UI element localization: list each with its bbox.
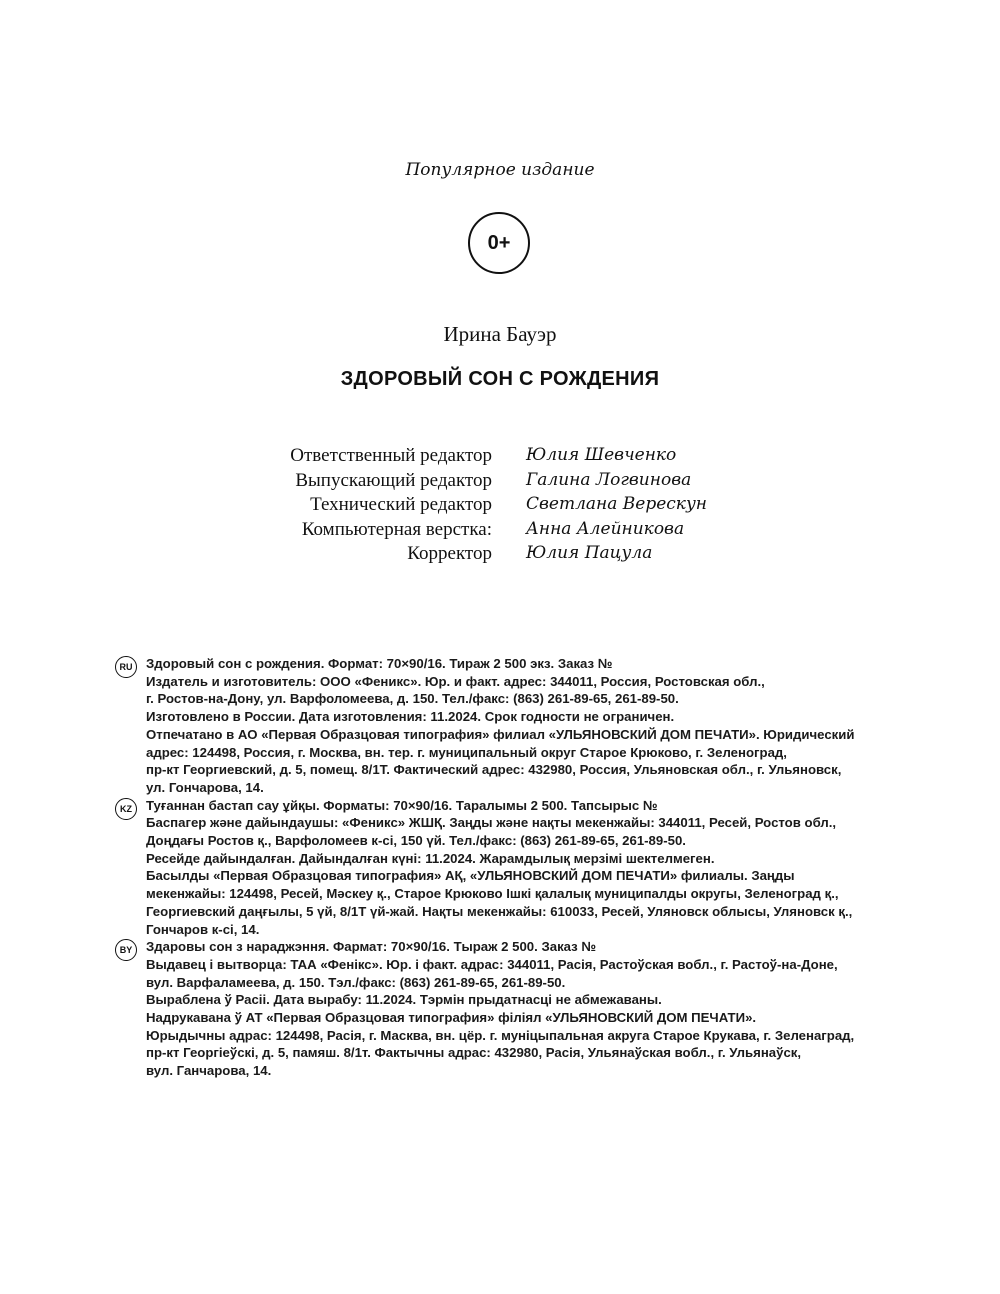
credit-role: Ответственный редактор [290, 445, 492, 466]
credit-name: Юлия Пацула [526, 543, 653, 563]
imprint-line: Издатель и изготовитель: ООО «Феникс». Юр. и факт. адрес: 344011, Россия, Ростовская обл., [146, 673, 765, 689]
imprint-line: Выраблена ў Расіі. Дата вырабу: 11.2024. Тэрмін прыдатнасці не абмежаваны. [146, 992, 662, 1008]
imprint-line: Басылды «Первая Образцовая типография» АҚ, «УЛЬЯНОВСКИЙ ДОМ ПЕЧАТИ» филиалы. Заңды [146, 868, 795, 884]
imprint-line: вул. Варфаламеева, д. 150. Тэл./факс: (863) 261-89-65, 261-89-50. [146, 974, 566, 990]
imprint-line: Изготовлено в России. Дата изготовления: 11.2024. Срок годности не ограничен. [146, 709, 675, 725]
credit-row [0, 519, 1000, 544]
age-rating-badge: 0+ [468, 212, 530, 274]
language-badge-kz: KZ [115, 798, 137, 820]
imprint-line: ул. Гончарова, 14. [146, 779, 264, 795]
credit-name: Галина Логвинова [526, 469, 692, 490]
imprint-line: Отпечатано в АО «Первая Образцовая типография» филиал «УЛЬЯНОВСКИЙ ДОМ ПЕЧАТИ». Юридический [146, 726, 855, 742]
imprint-line: Здоровый сон с рождения. Формат: 70×90/16. Тираж 2 500 экз. Заказ № [146, 656, 613, 671]
credit-row [0, 494, 1000, 519]
imprint-line: пр-кт Георгиевский, д. 5, помещ. 8/1Т. Фактический адрес: 432980, Россия, Ульяновская обл., г. Ульяновск, [146, 762, 842, 778]
imprint-kz [115, 797, 915, 939]
imprint-line: Гончаров к-сі, 14. [146, 921, 260, 937]
imprint-line: пр-кт Георгіеўскі, д. 5, памяш. 8/1т. Фактычны адрас: 432980, Расія, Ульянаўская вобл., г. Ульянаўск, [146, 1045, 802, 1061]
imprint-line: Баспагер және дайындаушы: «Феникс» ЖШҚ. Заңды және нақты мекенжайы: 344011, Ресей, Ростов обл., [146, 815, 837, 831]
imprint-by [115, 938, 915, 1080]
imprint-line: Юрыдычны адрас: 124498, Расія, г. Масква, вн. цёр. г. муніцыпальная акруга Старое Крукава, г. Зеленаград, [146, 1027, 855, 1043]
imprint-line: Туғаннан бастап сау ұйқы. Форматы: 70×90/16. Таралымы 2 500. Тапсырыс № [146, 797, 658, 813]
language-badge-ru: RU [115, 656, 137, 678]
imprint-line: вул. Ганчарова, 14. [146, 1063, 272, 1079]
book-title: ЗДОРОВЫЙ СОН С РОЖДЕНИЯ [340, 368, 660, 390]
credit-name: Светлана Верескун [526, 494, 708, 514]
imprint-line: Доңдағы Ростов қ., Варфоломеев к-сі, 150 үй. Тел./факс: (863) 261-89-65, 261-89-50. [146, 833, 686, 849]
imprint-line: Георгиевский даңғылы, 5 үй, 8/1Т үй-жай. Нақты мекенжайы: 610033, Ресей, Уляновск облысы, Уляновск қ., [146, 903, 853, 919]
language-badge-by: BY [115, 939, 137, 961]
credits-list [0, 445, 1000, 568]
imprint-blocks [115, 655, 915, 1080]
credit-row [0, 470, 1000, 495]
credit-row [0, 445, 1000, 470]
credit-role: Компьютерная верстка: [301, 518, 492, 540]
imprint-line: Выдавец і вытворца: ТАА «Фенікс». Юр. і факт. адрас: 344011, Расія, Растоўская вобл., г. Растоў-на-Доне, [146, 956, 838, 972]
credit-name: Юлия Шевченко [526, 445, 677, 465]
credit-role: Корректор [407, 543, 492, 564]
author-name: Ирина Бауэр [443, 322, 557, 346]
imprint-line: Ресейде дайындалған. Дайындалған күні: 11.2024. Жарамдылық мерзімі шектелмеген. [146, 850, 715, 866]
credit-role: Технический редактор [310, 494, 492, 515]
imprint-ru [115, 655, 915, 797]
imprint-line: г. Ростов-на-Дону, ул. Варфоломеева, д. 150. Тел./факс: (863) 261-89-65, 261-89-50. [146, 691, 679, 707]
credit-role: Выпускающий редактор [295, 469, 492, 491]
credit-name: Анна Алейникова [526, 518, 685, 539]
edition-type: Популярное издание [405, 160, 595, 180]
imprint-line: Здаровы сон з нараджэння. Фармат: 70×90/16. Тыраж 2 500. Заказ № [146, 939, 597, 955]
imprint-line: мекенжайы: 124498, Ресей, Мәскеу қ., Старое Крюково Ішкі қалалық муниципалды округы, Зеленоград қ., [146, 886, 839, 902]
credit-row [0, 543, 1000, 568]
imprint-line: Надрукавана ў АТ «Первая Образцовая типография» філіял «УЛЬЯНОВСКИЙ ДОМ ПЕЧАТИ». [146, 1010, 757, 1026]
imprint-line: адрес: 124498, Россия, г. Москва, вн. тер. г. муниципальный округ Старое Крюково, г. Зеленоград, [146, 744, 787, 760]
